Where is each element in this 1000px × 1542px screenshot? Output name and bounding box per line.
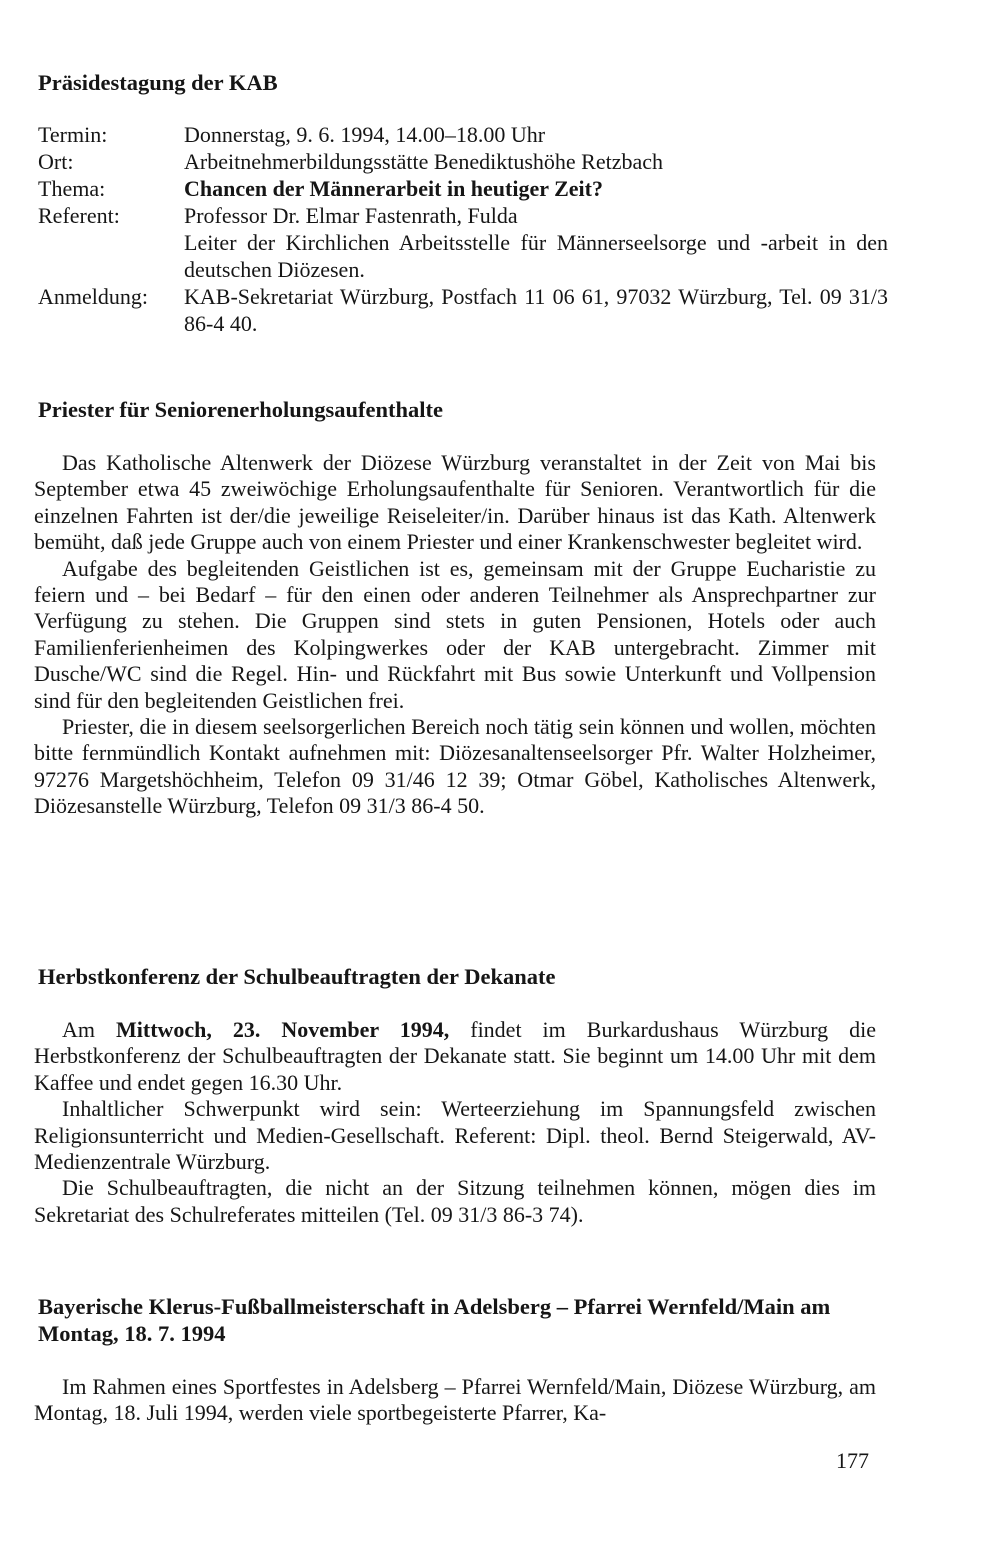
paragraph — [34, 1017, 876, 1096]
thema-value: Chancen der Männerarbeit in heutiger Zeit? — [184, 176, 603, 201]
referent-name: Professor Dr. Elmar Fastenrath, Fulda — [184, 203, 518, 228]
paragraph: Das Katholische Altenwerk der Diözese Würzburg veranstaltet in der Zeit von Mai bis September etwa 45 zweiwöchige Erholungsaufenthalte für Senioren. Verantwortlich für die einzelnen Fahrten ist der/die jeweilige Reiseleiter/in. Darüber hinaus ist das Kath. Altenwerk bemüht, daß jede Gruppe auch von einem Priester und einer Krankenschwester begleitet wird. — [34, 450, 876, 555]
section-herbst-body — [34, 1017, 876, 1228]
table-row — [38, 283, 888, 337]
paragraph: Im Rahmen eines Sportfestes in Adelsberg – Pfarrei Wernfeld/Main, Diözese Würzburg, am Montag, 18. Juli 1994, werden viele sportbegeisterte Pfarrer, Ka- — [34, 1374, 876, 1426]
paragraph: Inhaltlicher Schwerpunkt wird sein: Werteerziehung im Spannungsfeld zwischen Religionsunterricht und Medien-Gesellschaft. Referent: Dipl. theol. Bernd Steigerwald, AV-Medienzentrale Würzburg. — [34, 1096, 876, 1175]
termin-value: Donnerstag, 9. 6. 1994, 14.00–18.00 Uhr — [184, 122, 546, 147]
paragraph-text: Am — [62, 1017, 116, 1042]
paragraph: Priester, die in diesem seelsorgerlichen Bereich noch tätig sein können und wollen, möchten bitte fernmündlich Kontakt aufnehmen mit: Diözesanaltenseelsorger Pfr. Walter Holzheimer, 97276 Margetshöchheim, Telefon 09 31/46 12 39; Otmar Göbel, Katholisches Altenwerk, Diözesanstelle Würzburg, Telefon 09 31/3 86-4 50. — [34, 714, 876, 819]
paragraph: Die Schulbeauftragten, die nicht an der Sitzung teilnehmen können, mögen dies im Sekretariat des Schulreferates mitteilen (Tel. 09 31/3 86-3 74). — [34, 1175, 876, 1227]
table-row — [38, 121, 888, 148]
referent-role: Leiter der Kirchlichen Arbeitsstelle für Männerseelsorge und -arbeit in den deutschen Diözesen. — [184, 230, 888, 282]
paragraph-text: findet im Burkardushaus Würzburg die Herbstkonferenz der Schulbeauftragten der Dekanate statt. Sie beginnt um 14.00 Uhr mit dem Kaffee und endet gegen 16.30 Uhr. — [34, 1017, 876, 1095]
section-priester-body — [34, 450, 876, 820]
termin-label: Termin: — [38, 122, 108, 147]
page-number: 177 — [836, 1448, 869, 1473]
ort-label: Ort: — [38, 149, 74, 174]
table-row — [38, 175, 888, 202]
heading-priester: Priester für Seniorenerholungsaufenthalte — [38, 397, 443, 422]
heading-fussballmeisterschaft: Bayerische Klerus-Fußballmeisterschaft in Adelsberg – Pfarrei Wernfeld/Main am Montag, 18. 7. 1994 — [38, 1294, 831, 1346]
anmeldung-value: KAB-Sekretariat Würzburg, Postfach 11 06 61, 97032 Würzburg, Tel. 09 31/3 86-4 40. — [184, 284, 888, 336]
table-row — [38, 148, 888, 175]
heading-herbstkonferenz: Herbstkonferenz der Schulbeauftragten der Dekanate — [38, 964, 556, 989]
kab-info-table — [38, 121, 888, 337]
event-date: Mittwoch, 23. November 1994, — [116, 1017, 450, 1042]
table-row — [38, 202, 888, 283]
thema-label: Thema: — [38, 176, 106, 201]
heading-praesidestagung: Präsidestagung der KAB — [38, 70, 278, 95]
referent-label: Referent: — [38, 203, 120, 228]
anmeldung-label: Anmeldung: — [38, 284, 148, 309]
ort-value: Arbeitnehmerbildungsstätte Benediktushöhe Retzbach — [184, 149, 663, 174]
referent-value — [184, 202, 888, 283]
paragraph: Aufgabe des begleitenden Geistlichen ist es, gemeinsam mit der Gruppe Eucharistie zu feiern und – bei Bedarf – für den einen oder anderen Teilnehmer als Ansprechpartner zur Verfügung zu stehen. Die Gruppen sind stets in guten Pensionen, Hotels oder auch Familienferienheimen des Kolpingwerkes oder der KAB untergebracht. Zimmer mit Dusche/WC sind die Regel. Hin- und Rückfahrt mit Bus sowie Unterkunft und Vollpension sind für den begleitenden Geistlichen frei. — [34, 555, 876, 713]
section-fussball-body — [34, 1374, 876, 1427]
